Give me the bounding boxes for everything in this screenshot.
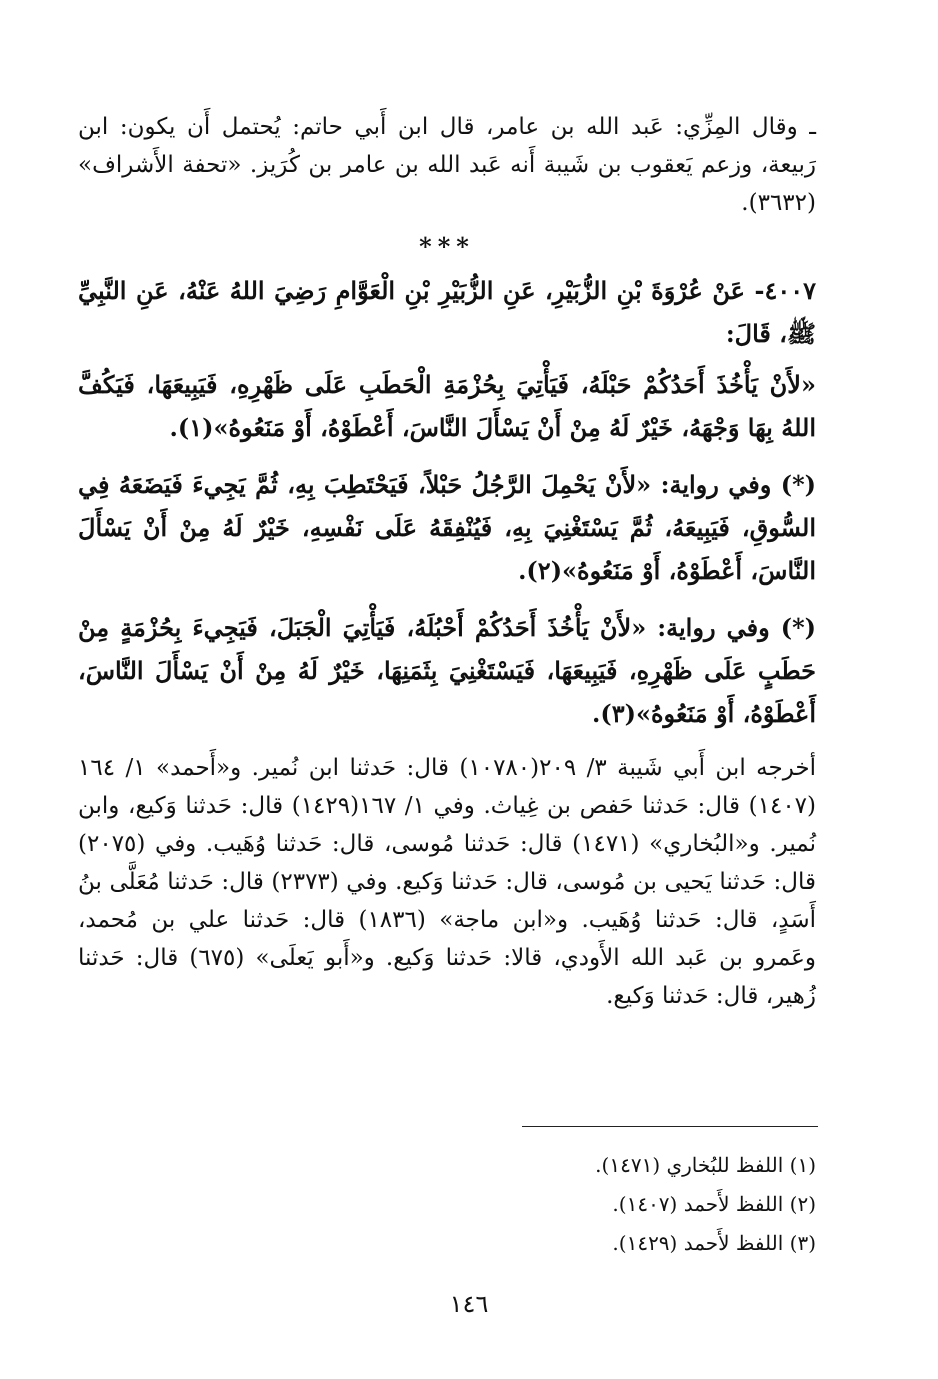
footnote-divider	[522, 1126, 818, 1127]
main-text	[78, 108, 816, 1015]
hadith-isnad: ٤٠٠٧- عَنْ عُرْوَةَ بْنِ الزُّبَيْرِ، عَنِ الزُّبَيْرِ بْنِ الْعَوَّامِ رَضِيَ اللهُ عَنْهُ، عَنِ النَّبِيِّ ﷺ، قَالَ:	[78, 276, 817, 348]
footnote: (٣) اللفظ لأَحمد (١٤٢٩).	[612, 1231, 816, 1255]
hadith-riwaya-1: (*) وفي رواية: «لأَنْ يَحْمِلَ الرَّجُلُ حَبْلاً، فَيَحْتَطِبَ بِهِ، ثُمَّ يَجِيءَ فَيَضَعَهُ فِي السُّوقِ، فَيَبِيعَهُ، ثُمَّ يَسْتَغْنِيَ بِهِ، فَيُنْفِقَهُ عَلَى نَفْسِهِ، خَيْرٌ لَهُ مِنْ أَنْ يَسْأَلَ النَّاسَ، أَعْطَوْهُ، أَوْ مَنَعُوهُ»(٢).	[78, 470, 816, 585]
footnote: (١) اللفظ للبُخاري (١٤٧١).	[595, 1153, 816, 1177]
intro-paragraph: ـ وقال المِزِّي: عَبد الله بن عامر، قال ابن أَبي حاتم: يُحتمل أَن يكون: ابن رَبيعة، وزعم يَعقوب بن شَيبة أَنه عَبد الله بن عامر بن كُرَيز. «تحفة الأَشراف» (٣٦٣٢).	[78, 114, 816, 216]
footnotes	[78, 1146, 816, 1263]
section-separator: ***	[419, 232, 475, 261]
footnote: (٢) اللفظ لأَحمد (١٤٠٧).	[612, 1192, 816, 1216]
hadith-riwaya-2: (*) وفي رواية: «لأَنْ يَأْخُذَ أَحَدُكُمْ أَحْبُلَهُ، فَيَأْتِيَ الْجَبَلَ، فَيَجِيءَ بِحُزْمَةٍ مِنْ حَطَبٍ عَلَى ظَهْرِهِ، فَيَبِيعَهَا، فَيَسْتَغْنِيَ بِثَمَنِهَا، خَيْرٌ لَهُ مِنْ أَنْ يَسْأَلَ النَّاسَ، أَعْطَوْهُ، أَوْ مَنَعُوهُ»(٣).	[78, 613, 816, 728]
page-number: ١٤٦	[449, 1290, 489, 1318]
hadith-matn: «لأَنْ يَأْخُذَ أَحَدُكُمْ حَبْلَهُ، فَيَأْتِيَ بِحُزْمَةِ الْحَطَبِ عَلَى ظَهْرِهِ، فَيَبِيعَهَا، فَيَكُفَّ اللهُ بِهَا وَجْهَهُ، خَيْرٌ لَهُ مِنْ أَنْ يَسْأَلَ النَّاسَ، أَعْطَوْهُ، أَوْ مَنَعُوهُ»(١).	[78, 370, 816, 442]
takhrij-paragraph: أخرجه ابن أَبي شَيبة ٣/ ٢٠٩(١٠٧٨٠) قال: حَدثنا ابن نُمير. و«أَحمد» ١/ ١٦٤ (١٤٠٧) قال: حَدثنا حَفص بن غِياث. وفي ١/ ١٦٧(١٤٢٩) قال: حَدثنا وَكيع، وابن نُمير. و«البُخاري» (١٤٧١) قال: حَدثنا مُوسى، قال: حَدثنا وُهَيب. وفي (٢٠٧٥) قال: حَدثنا يَحيى بن مُوسى، قال: حَدثنا وَكيع. وفي (٢٣٧٣) قال: حَدثنا مُعَلَّى بنُ أَسَدٍ، قال: حَدثنا وُهَيب. و«ابن ماجة» (١٨٣٦) قال: حَدثنا علي بن مُحمد، وعَمرو بن عَبد الله الأَودي، قالا: حَدثنا وَكيع. و«أَبو يَعلَى» (٦٧٥) قال: حَدثنا زُهير، قال: حَدثنا وَكيع.	[78, 755, 817, 1009]
